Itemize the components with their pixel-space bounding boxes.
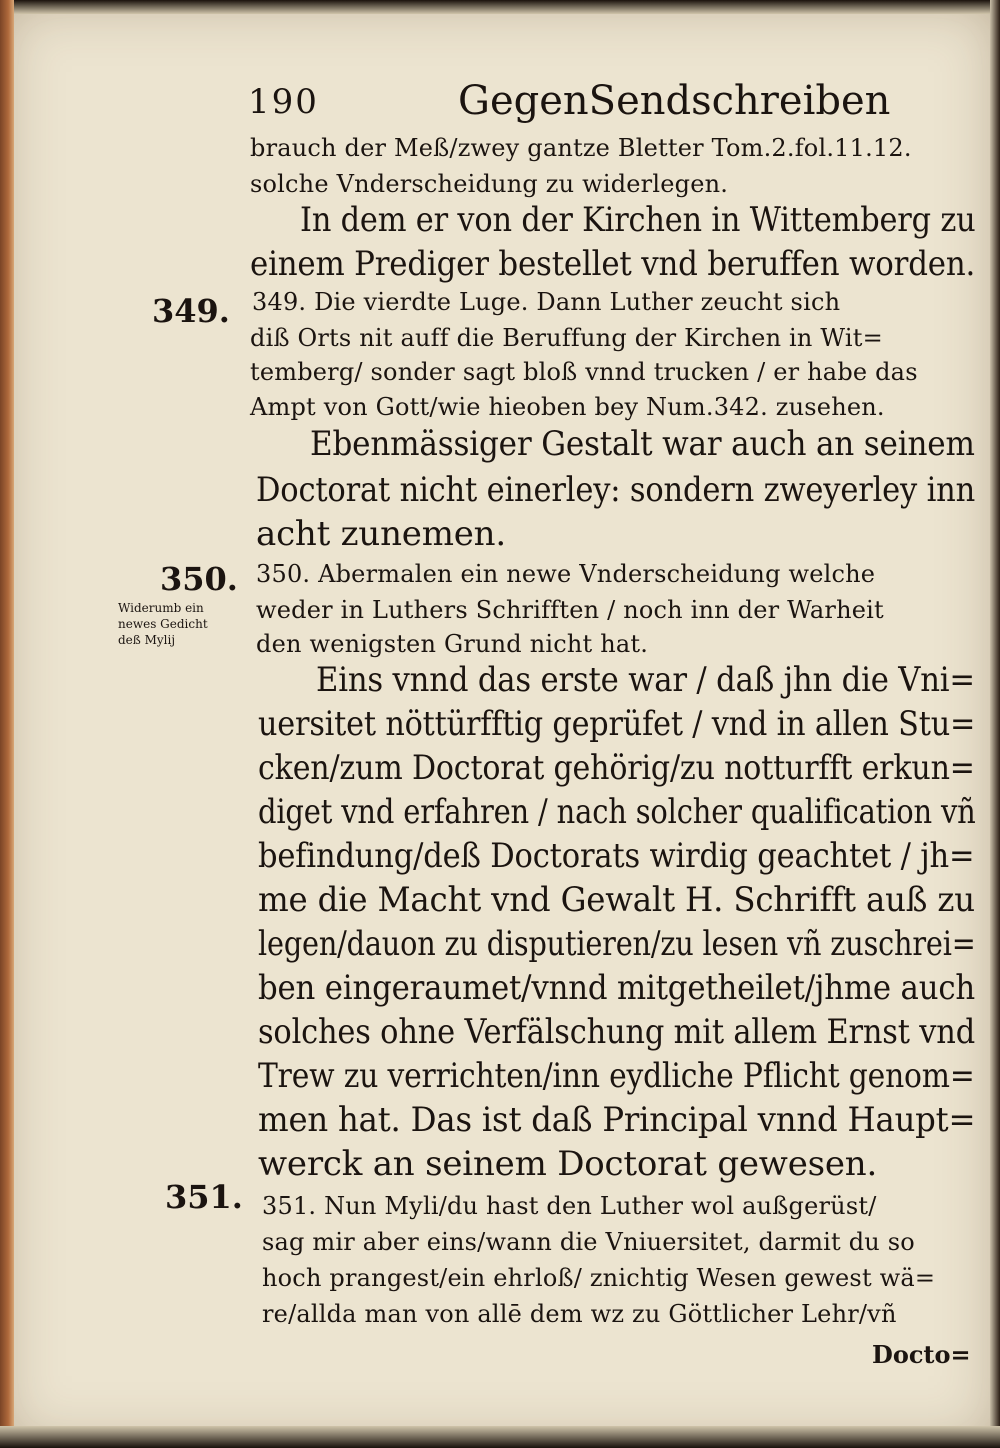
page-edge-left (0, 0, 14, 1448)
text-line: einem Prediger bestellet vnd beruffen worden. (250, 244, 976, 284)
text-line: solche Vnderscheidung zu widerlegen. (250, 170, 729, 198)
catchword: Docto= (872, 1340, 971, 1369)
page-edge-bottom (0, 1426, 1000, 1448)
margin-number-349: 349. (152, 292, 230, 330)
text-line: Trew zu verrichten/inn eydliche Pflicht genom= (258, 1056, 975, 1096)
text-line: Ampt von Gott/wie hieoben bey Num.342. zusehen. (250, 393, 885, 421)
margin-note-line: newes Gedicht (118, 617, 208, 631)
text-line: diget vnd erfahren / nach solcher qualification vñ (258, 792, 976, 832)
text-line: 351. Nun Myli/du hast den Luther wol außgerüst/ (262, 1192, 877, 1220)
text-line: sag mir aber eins/wann die Vniuersitet, darmit du so (262, 1228, 915, 1256)
text-line: temberg/ sonder sagt bloß vnnd trucken / er habe das (250, 358, 918, 386)
text-line: me die Macht vnd Gewalt H. Schrifft auß zu (258, 880, 975, 920)
page-edge-right (990, 0, 1000, 1448)
margin-number-351: 351. (165, 1178, 243, 1216)
text-line: befindung/deß Doctorats wirdig geachtet / jh= (258, 836, 975, 876)
text-line: ben eingeraumet/vnnd mitgetheilet/jhme auch (258, 968, 976, 1008)
text-line: 350. Abermalen ein newe Vnderscheidung welche (256, 560, 876, 588)
text-line: solches ohne Verfälschung mit allem Ernst vnd (258, 1012, 976, 1052)
text-line: re/allda man von allē dem wz zu Göttlicher Lehr/vñ (262, 1300, 897, 1328)
text-line: 349. Die vierdte Luge. Dann Luther zeucht sich (252, 288, 841, 316)
page-header (248, 78, 968, 134)
text-line: hoch prangest/ein ehrloß/ znichtig Wesen gewest wä= (262, 1264, 936, 1292)
text-line: brauch der Meß/zwey gantze Bletter Tom.2.fol.11.12. (250, 134, 912, 162)
margin-note-line: deß Mylij (118, 633, 176, 647)
text-line: Doctorat nicht einerley: sondern zweyerley inn (256, 470, 976, 510)
text-line: In dem er von der Kirchen in Wittemberg zu (300, 200, 976, 240)
text-line: Eins vnnd das erste war / daß jhn die Vni= (316, 660, 975, 700)
margin-number-350: 350. (160, 560, 238, 598)
text-line: uersitet nöttürfftig geprüfet / vnd in allen Stu= (258, 704, 976, 744)
text-line: acht zunemen. (256, 514, 506, 554)
text-line: werck an seinem Doctorat gewesen. (258, 1144, 878, 1184)
margin-note-350 (118, 600, 208, 648)
text-line: cken/zum Doctorat gehörig/zu notturfft erkun= (258, 748, 975, 788)
page-edge-top (0, 0, 1000, 14)
text-line: men hat. Das ist daß Principal vnnd Haupt= (258, 1100, 976, 1140)
text-line: legen/dauon zu disputieren/zu lesen vñ zuschrei= (258, 924, 976, 964)
text-line: den wenigsten Grund nicht hat. (256, 630, 649, 658)
margin-note-line: Widerumb ein (118, 601, 204, 615)
text-line: diß Orts nit auff die Beruffung der Kirchen in Wit= (250, 324, 883, 352)
text-line: weder in Luthers Schrifften / noch inn der Warheit (256, 596, 884, 624)
text-line: Ebenmässiger Gestalt war auch an seinem (310, 424, 975, 464)
running-title: GegenSendschreiben (458, 78, 891, 124)
page-number: 190 (248, 82, 319, 122)
